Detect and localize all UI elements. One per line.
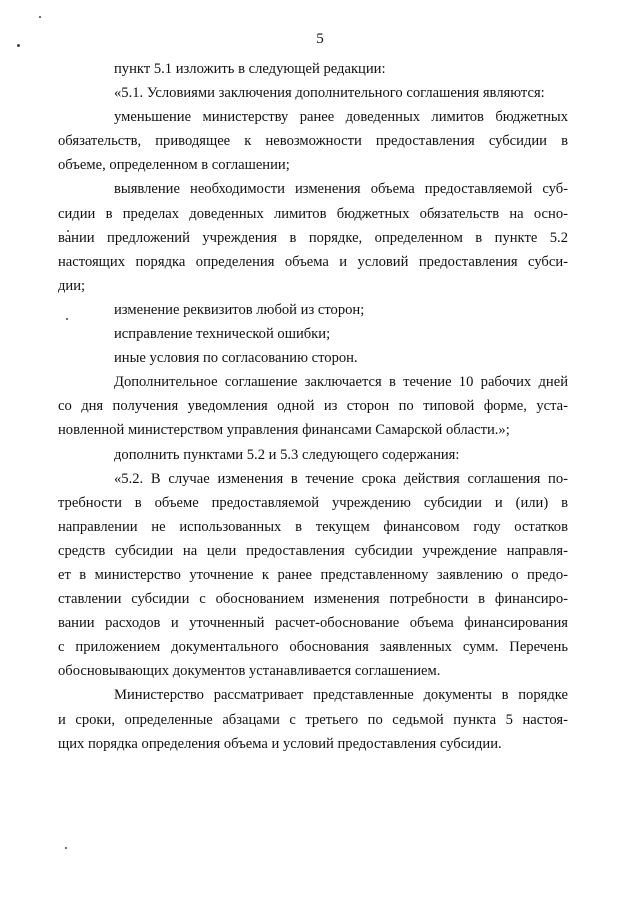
- text-line: ет в министерство уточнение к ранее представленному заявлению о предо-: [58, 566, 568, 583]
- text-line: пункт 5.1 изложить в следующей редакции:: [114, 61, 386, 77]
- text-line: «5.2. В случае изменения в течение срока действия соглашения по-: [114, 470, 568, 487]
- text-line: и сроки, определенные абзацами с третьего по седьмой пункта 5 настоя-: [58, 711, 568, 728]
- text-line: со дня получения уведомления одной из сторон по типовой форме, уста-: [58, 398, 568, 415]
- text-line: уменьшение министерству ранее доведенных лимитов бюджетных: [114, 109, 568, 126]
- text-line: обязательств, приводящее к невозможности предоставления субсидии в: [58, 133, 568, 150]
- text-line: направлении не использованных в текущем финансовом году остатков: [58, 518, 568, 535]
- text-line: изменение реквизитов любой из сторон;: [114, 301, 365, 318]
- text-line: настоящих порядка определения объема и условий предоставления субси-: [58, 253, 568, 270]
- text-line: выявление необходимости изменения объема предоставляемой суб-: [114, 181, 568, 198]
- text-line: исправление технической ошибки;: [114, 326, 331, 343]
- text-line: требности в объеме предоставляемой учреждению субсидии и (или) в: [58, 494, 568, 511]
- scan-speck: [39, 16, 41, 18]
- text-line: вании предложений учреждения в порядке, определенном в пункте 5.2: [58, 229, 568, 246]
- text-line: объеме, определенном в соглашении;: [58, 157, 290, 174]
- text-line: иные условия по согласованию сторон.: [114, 350, 358, 367]
- text-line: вании расходов и уточненный расчет-обоснование объема финансирования: [58, 615, 568, 632]
- text-line: средств субсидии на цели предоставления субсидии учреждение направля-: [58, 542, 568, 559]
- text-line: обосновывающих документов устанавливается соглашением.: [58, 663, 441, 680]
- scan-speck: [66, 318, 68, 320]
- page-number: 5: [316, 31, 324, 47]
- document-body: [58, 57, 568, 756]
- text-line: с приложением документального обоснования заявленных сумм. Перечень: [58, 639, 568, 656]
- scan-speck: [65, 847, 67, 849]
- text-line: сидии в пределах доведенных лимитов бюджетных обязательств на осно-: [58, 205, 568, 222]
- text-line: Министерство рассматривает представленные документы в порядке: [114, 687, 568, 704]
- text-line: щих порядка определения объема и условий предоставления субсидии.: [58, 735, 502, 752]
- text-line: дополнить пунктами 5.2 и 5.3 следующего содержания:: [114, 446, 460, 463]
- text-line: Дополнительное соглашение заключается в течение 10 рабочих дней: [114, 374, 568, 391]
- text-line: новленной министерством управления финансами Самарской области.»;: [58, 422, 510, 439]
- text-line: ставлении субсидии с обоснованием изменения потребности в финансиро-: [58, 591, 568, 608]
- text-line: дии;: [58, 277, 86, 294]
- text-line: «5.1. Условиями заключения дополнительного соглашения являются:: [114, 85, 545, 102]
